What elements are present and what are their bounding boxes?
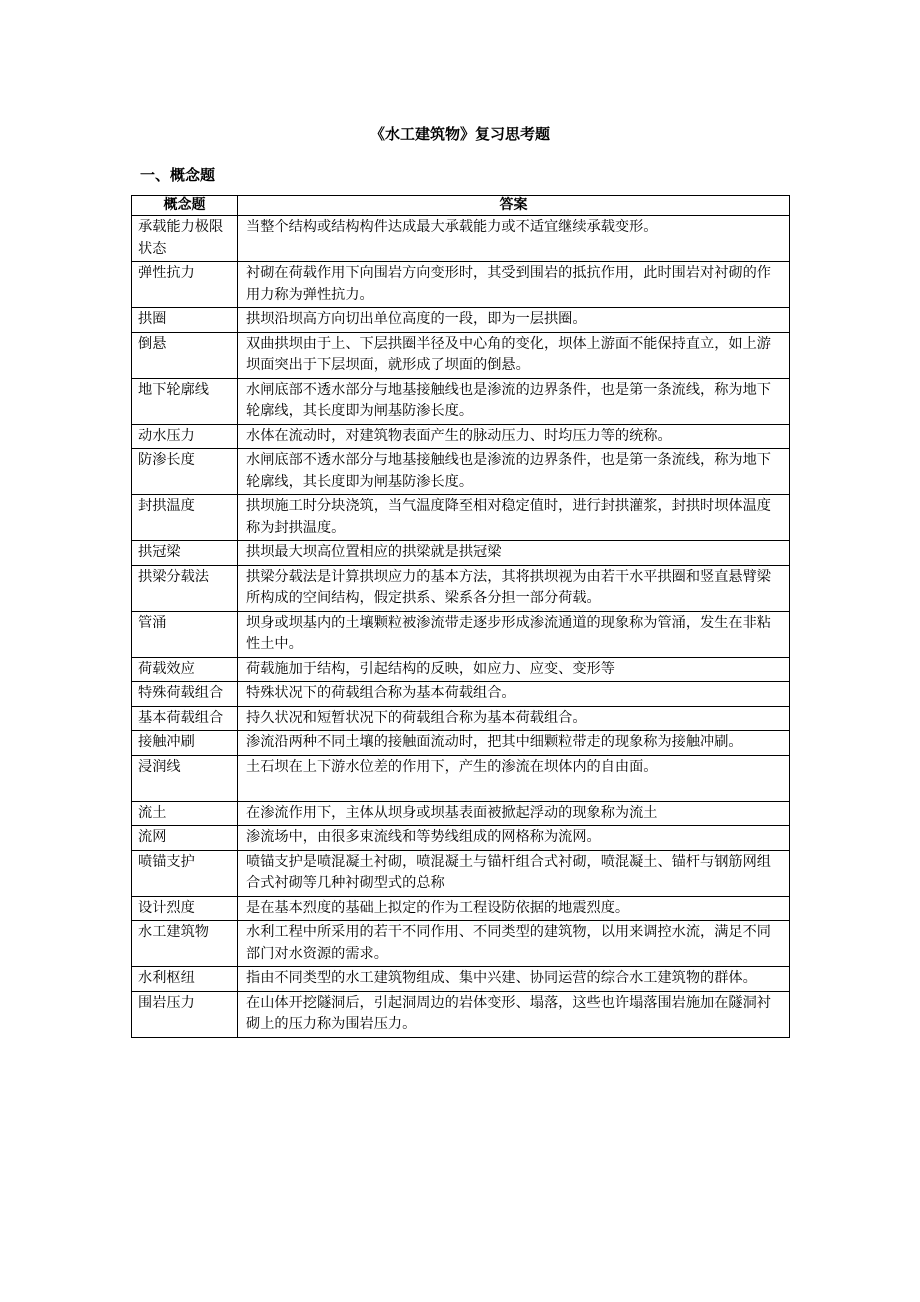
answer-cell: 拱坝最大坝高位置相应的拱梁就是拱冠梁 — [238, 541, 790, 566]
term-cell: 管涌 — [132, 611, 238, 657]
document-title: 《水工建筑物》复习思考题 — [369, 125, 550, 143]
term-cell: 设计烈度 — [132, 896, 238, 921]
term-cell: 动水压力 — [132, 424, 238, 449]
answer-cell: 坝身或坝基内的土壤颗粒被渗流带走逐步形成渗流通道的现象称为管涌，发生在非粘性土中。 — [238, 611, 790, 657]
header-answer: 答案 — [238, 196, 790, 216]
table-row — [132, 731, 790, 756]
term-cell: 拱梁分载法 — [132, 565, 238, 611]
table-row — [132, 611, 790, 657]
answer-cell: 拱梁分载法是计算拱坝应力的基本方法，其将拱坝视为由若干水平拱圈和竖直悬臂梁所构成的空间结构，假定拱系、梁系各分担一部分荷载。 — [238, 565, 790, 611]
section-heading: 一、概念题 — [140, 166, 216, 184]
table-row — [132, 682, 790, 707]
term-cell: 承载能力极限状态 — [132, 216, 238, 262]
table-row — [132, 308, 790, 333]
term-cell: 基本荷载组合 — [132, 706, 238, 731]
table-row — [132, 378, 790, 424]
answer-cell: 渗流沿两种不同土壤的接触面流动时，把其中细颗粒带走的现象称为接触冲刷。 — [238, 731, 790, 756]
table-row — [132, 262, 790, 308]
term-cell: 围岩压力 — [132, 991, 238, 1037]
table-row — [132, 755, 790, 801]
table-row — [132, 991, 790, 1037]
answer-cell: 土石坝在上下游水位差的作用下，产生的渗流在坝体内的自由面。 — [238, 755, 790, 801]
term-cell: 弹性抗力 — [132, 262, 238, 308]
table-row — [132, 801, 790, 826]
table-header-row — [132, 196, 790, 216]
table-row — [132, 896, 790, 921]
table-row — [132, 449, 790, 495]
answer-cell: 衬砌在荷载作用下向围岩方向变形时，其受到围岩的抵抗作用，此时围岩对衬砌的作用力称为弹性抗力。 — [238, 262, 790, 308]
term-cell: 特殊荷载组合 — [132, 682, 238, 707]
answer-cell: 拱坝沿坝高方向切出单位高度的一段，即为一层拱圈。 — [238, 308, 790, 333]
answer-cell: 水闸底部不透水部分与地基接触线也是渗流的边界条件，也是第一条流线，称为地下轮廓线，其长度即为闸基防渗长度。 — [238, 449, 790, 495]
term-cell: 流土 — [132, 801, 238, 826]
answer-cell: 当整个结构或结构构件达成最大承载能力或不适宜继续承载变形。 — [238, 216, 790, 262]
answer-cell: 荷载施加于结构，引起结构的反映，如应力、应变、变形等 — [238, 657, 790, 682]
table-row — [132, 424, 790, 449]
answer-cell: 水体在流动时，对建筑物表面产生的脉动压力、时均压力等的统称。 — [238, 424, 790, 449]
table-row — [132, 565, 790, 611]
answer-cell: 水闸底部不透水部分与地基接触线也是渗流的边界条件，也是第一条流线，称为地下轮廓线，其长度即为闸基防渗长度。 — [238, 378, 790, 424]
concept-table — [131, 195, 790, 1038]
term-cell: 地下轮廓线 — [132, 378, 238, 424]
term-cell: 拱圈 — [132, 308, 238, 333]
answer-cell: 持久状况和短暂状况下的荷载组合称为基本荷载组合。 — [238, 706, 790, 731]
table-row — [132, 657, 790, 682]
answer-cell: 指由不同类型的水工建筑物组成、集中兴建、协同运营的综合水工建筑物的群体。 — [238, 967, 790, 992]
answer-cell: 喷锚支护是喷混凝土衬砌，喷混凝土与锚杆组合式衬砌，喷混凝土、锚杆与钢筋网组合式衬砌等几种衬砌型式的总称 — [238, 850, 790, 896]
term-cell: 封拱温度 — [132, 495, 238, 541]
term-cell: 喷锚支护 — [132, 850, 238, 896]
table-row — [132, 332, 790, 378]
term-cell: 水工建筑物 — [132, 921, 238, 967]
answer-cell: 特殊状况下的荷载组合称为基本荷载组合。 — [238, 682, 790, 707]
header-term: 概念题 — [132, 196, 238, 216]
answer-cell: 渗流场中，由很多束流线和等势线组成的网格称为流网。 — [238, 826, 790, 851]
answer-cell: 拱坝施工时分块浇筑，当气温度降至相对稳定值时，进行封拱灌浆，封拱时坝体温度称为封拱温度。 — [238, 495, 790, 541]
answer-cell: 在渗流作用下，主体从坝身或坝基表面被掀起浮动的现象称为流土 — [238, 801, 790, 826]
term-cell: 浸润线 — [132, 755, 238, 801]
table-row — [132, 826, 790, 851]
answer-cell: 在山体开挖隧洞后，引起洞周边的岩体变形、塌落，这些也许塌落围岩施加在隧洞衬砌上的压力称为围岩压力。 — [238, 991, 790, 1037]
term-cell: 荷载效应 — [132, 657, 238, 682]
term-cell: 流网 — [132, 826, 238, 851]
answer-cell: 双曲拱坝由于上、下层拱圈半径及中心角的变化，坝体上游面不能保持直立，如上游坝面突出于下层坝面，就形成了坝面的倒悬。 — [238, 332, 790, 378]
answer-cell: 水利工程中所采用的若干不同作用、不同类型的建筑物，以用来调控水流，满足不同部门对水资源的需求。 — [238, 921, 790, 967]
term-cell: 防渗长度 — [132, 449, 238, 495]
table-row — [132, 216, 790, 262]
table-row — [132, 967, 790, 992]
term-cell: 水利枢纽 — [132, 967, 238, 992]
table-row — [132, 850, 790, 896]
answer-cell: 是在基本烈度的基础上拟定的作为工程设防依据的地震烈度。 — [238, 896, 790, 921]
table-row — [132, 495, 790, 541]
table-row — [132, 921, 790, 967]
term-cell: 接触冲刷 — [132, 731, 238, 756]
term-cell: 拱冠梁 — [132, 541, 238, 566]
term-cell: 倒悬 — [132, 332, 238, 378]
table-row — [132, 541, 790, 566]
table-row — [132, 706, 790, 731]
